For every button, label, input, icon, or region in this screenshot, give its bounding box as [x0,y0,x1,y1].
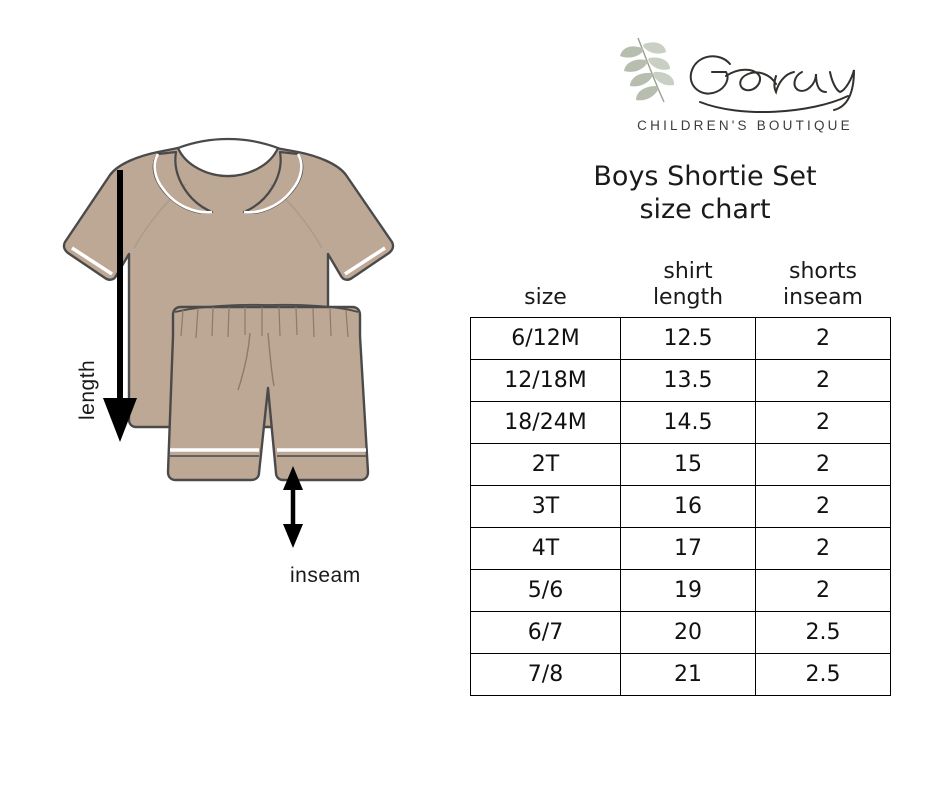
logo-wordmark [691,56,854,112]
cell-size: 2T [471,444,621,486]
cell-size: 7/8 [471,654,621,696]
table-header-row [471,258,891,318]
cell-size: 6/12M [471,318,621,360]
cell-shirt-length: 20 [621,612,756,654]
cell-shorts-inseam: 2 [756,528,891,570]
brand-logo [580,30,910,133]
cell-size: 3T [471,486,621,528]
cell-size: 18/24M [471,402,621,444]
column-header-shorts-inseam-line1: shorts [789,259,857,284]
size-chart-table [470,258,891,696]
table-row [471,570,891,612]
table-row [471,444,891,486]
table-row [471,612,891,654]
cell-shorts-inseam: 2 [756,318,891,360]
table-row [471,486,891,528]
cell-shirt-length: 14.5 [621,402,756,444]
garment-illustration [0,120,470,640]
cell-shorts-inseam: 2 [756,570,891,612]
cell-size: 4T [471,528,621,570]
page-title-line1: Boys Shortie Set [593,161,817,192]
column-header-size [471,258,621,318]
table-row [471,402,891,444]
cell-shorts-inseam: 2 [756,486,891,528]
cell-shirt-length: 19 [621,570,756,612]
table-row [471,654,891,696]
page-title-line2: size chart [639,194,771,225]
olive-branch-icon [620,38,674,102]
size-chart-table-wrap [470,258,890,696]
column-header-shirt-length-line1: shirt [663,259,713,284]
cell-size: 5/6 [471,570,621,612]
column-header-shorts-inseam-line2: inseam [783,285,863,310]
table-row [471,360,891,402]
column-header-shirt-length [621,258,756,318]
table-row [471,528,891,570]
column-header-shorts-inseam [756,258,891,318]
cell-shirt-length: 17 [621,528,756,570]
cell-shorts-inseam: 2 [756,360,891,402]
cell-shirt-length: 16 [621,486,756,528]
cell-shirt-length: 13.5 [621,360,756,402]
column-header-size-line1: size [524,285,567,310]
cell-shorts-inseam: 2.5 [756,654,891,696]
cell-shirt-length: 21 [621,654,756,696]
cell-size: 6/7 [471,612,621,654]
cell-shorts-inseam: 2 [756,402,891,444]
page-title [470,160,940,226]
elastic-waist-shorts-icon [168,305,368,480]
cell-shirt-length: 15 [621,444,756,486]
cell-shorts-inseam: 2 [756,444,891,486]
brand-tagline: CHILDREN'S BOUTIQUE [637,118,853,133]
inseam-label: inseam [290,564,361,587]
logo-mark [580,30,910,116]
table-row [471,318,891,360]
cell-size: 12/18M [471,360,621,402]
cell-shorts-inseam: 2.5 [756,612,891,654]
length-label: length [76,359,99,420]
column-header-shirt-length-line2: length [652,285,724,310]
cell-shirt-length: 12.5 [621,318,756,360]
